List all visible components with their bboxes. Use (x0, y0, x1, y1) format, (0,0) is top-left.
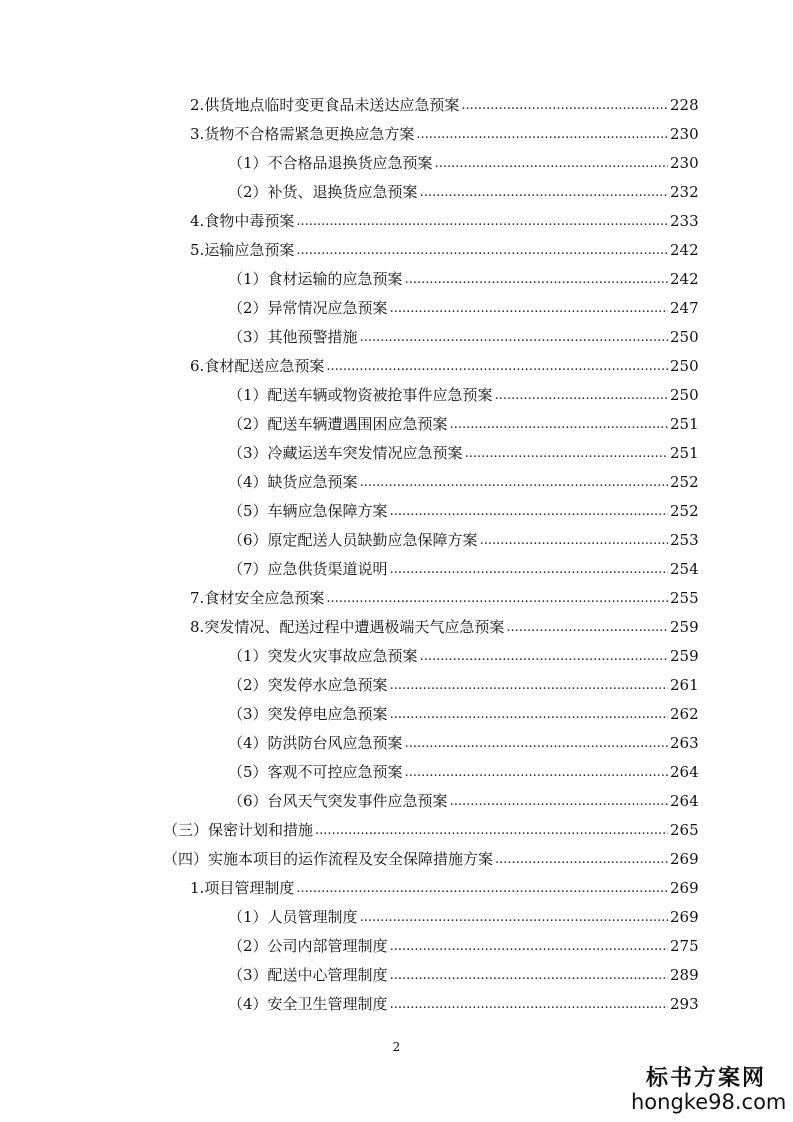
toc-entry-title: 防洪防台风应急预案 (267, 734, 403, 752)
toc-entry-title: 配送中心管理制度 (267, 966, 388, 984)
toc-entry-title: 运输应急预案 (204, 241, 295, 259)
toc-entry-title: 公司内部管理制度 (267, 937, 388, 955)
toc-entry[interactable] (190, 206, 698, 235)
toc-entry-title: 补货、退换货应急预案 (267, 183, 418, 201)
toc-entry[interactable] (190, 235, 698, 264)
toc-dot-leader (405, 736, 668, 751)
toc-entry-title: 异常情况应急预案 (267, 299, 388, 317)
toc-entry-page: 264 (670, 762, 699, 781)
toc-entry[interactable] (228, 148, 698, 177)
toc-entry[interactable] (228, 931, 698, 960)
toc-entry-number: 4. (190, 211, 205, 230)
toc-entry-number: （3） (228, 328, 268, 346)
toc-dot-leader (435, 156, 668, 171)
toc-entry-page: 259 (670, 617, 699, 636)
toc-entry-page: 263 (670, 733, 699, 752)
toc-entry-number: （三） (163, 821, 209, 839)
toc-entry-page: 251 (670, 443, 699, 462)
toc-entry-page: 232 (670, 182, 699, 201)
toc-entry[interactable] (228, 467, 698, 496)
toc-entry-page: 254 (670, 559, 699, 578)
toc-dot-leader (390, 997, 668, 1012)
toc-entry-page: 242 (670, 240, 699, 259)
toc-entry-number: 3. (190, 124, 205, 143)
toc-entry[interactable] (228, 322, 698, 351)
toc-entry-page: 250 (670, 327, 699, 346)
toc-entry-page: 228 (670, 95, 699, 114)
watermark-url: hongke98.com (631, 1090, 787, 1114)
toc-entry-title: 食材安全应急预案 (204, 589, 325, 607)
toc-entry[interactable] (228, 525, 698, 554)
toc-dot-leader (390, 968, 668, 983)
toc-dot-leader (465, 446, 668, 461)
toc-entry[interactable] (228, 409, 698, 438)
toc-dot-leader (461, 98, 668, 113)
toc-entry[interactable] (228, 380, 698, 409)
toc-entry-page: 269 (670, 849, 699, 868)
toc-entry-number: （3） (228, 444, 268, 462)
toc-entry-title: 货物不合格需紧急更换应急方案 (204, 125, 415, 143)
toc-dot-leader (326, 359, 668, 374)
toc-entry-page: 230 (670, 124, 699, 143)
toc-dot-leader (296, 214, 668, 229)
toc-entry-page: 252 (670, 501, 699, 520)
toc-entry[interactable] (190, 873, 698, 902)
toc-dot-leader (390, 939, 668, 954)
toc-entry-number: （2） (228, 676, 268, 694)
toc-entry[interactable] (228, 786, 698, 815)
toc-entry[interactable] (228, 438, 698, 467)
toc-entry-number: （5） (228, 502, 268, 520)
toc-entry-page: 247 (670, 298, 699, 317)
toc-entry-number: （1） (228, 154, 268, 172)
toc-entry-title: 保密计划和措施 (208, 821, 314, 839)
toc-entry-title: 原定配送人员缺勤应急保障方案 (267, 531, 478, 549)
toc-dot-leader (450, 794, 668, 809)
toc-entry-number: （6） (228, 792, 268, 810)
toc-entry-page: 250 (670, 356, 699, 375)
toc-entry[interactable] (228, 264, 698, 293)
toc-dot-leader (416, 127, 668, 142)
toc-entry-title: 食材运输的应急预案 (267, 270, 403, 288)
toc-dot-leader (480, 533, 668, 548)
toc-entry[interactable] (228, 496, 698, 525)
toc-entry-title: 项目管理制度 (204, 879, 295, 897)
toc-entry-number: 2. (190, 95, 205, 114)
toc-entry-page: 261 (670, 675, 699, 694)
toc-entry-number: （3） (228, 705, 268, 723)
toc-entry[interactable] (228, 641, 698, 670)
toc-entry-title: 缺货应急预案 (267, 473, 358, 491)
toc-entry-page: 252 (670, 472, 699, 491)
toc-entry-number: 7. (190, 588, 205, 607)
toc-dot-leader (405, 272, 668, 287)
toc-entry-page: 265 (670, 820, 699, 839)
toc-entry-number: 6. (190, 356, 205, 375)
toc-dot-leader (390, 301, 668, 316)
toc-entry-title: 台风天气突发事件应急预案 (267, 792, 448, 810)
toc-entry-title: 车辆应急保障方案 (267, 502, 388, 520)
toc-entry-number: （4） (228, 995, 268, 1013)
toc-dot-leader (420, 185, 668, 200)
toc-entry-page: 255 (670, 588, 699, 607)
toc-entry-number: （4） (228, 734, 268, 752)
toc-entry[interactable] (190, 119, 698, 148)
toc-dot-leader (360, 910, 668, 925)
toc-entry-number: （1） (228, 647, 268, 665)
watermark-name: 标书方案网 (645, 1065, 766, 1091)
toc-entry-number: （3） (228, 966, 268, 984)
toc-entry-page: 259 (670, 646, 699, 665)
toc-entry-title: 突发停电应急预案 (267, 705, 388, 723)
toc-entry-page: 264 (670, 791, 699, 810)
toc-entry[interactable] (190, 351, 698, 380)
toc-entry-number: （7） (228, 560, 268, 578)
toc-entry[interactable] (228, 902, 698, 931)
toc-entry[interactable] (190, 583, 698, 612)
toc-entry-number: （4） (228, 473, 268, 491)
toc-entry[interactable] (228, 293, 698, 322)
toc-entry[interactable] (228, 989, 698, 1018)
toc-dot-leader (390, 678, 668, 693)
toc-entry-title: 突发火灾事故应急预案 (267, 647, 418, 665)
toc-dot-leader (420, 649, 668, 664)
toc-entry-page: 275 (670, 936, 699, 955)
toc-dot-leader (390, 562, 668, 577)
toc-entry-page: 250 (670, 385, 699, 404)
toc-entry-page: 289 (670, 965, 699, 984)
toc-entry[interactable] (228, 757, 698, 786)
toc-entry-title: 应急供货渠道说明 (267, 560, 388, 578)
toc-dot-leader (390, 707, 668, 722)
toc-entry-page: 253 (670, 530, 699, 549)
toc-entry-page: 233 (670, 211, 699, 230)
toc-entry-page: 262 (670, 704, 699, 723)
toc-entry-page: 230 (670, 153, 699, 172)
toc-dot-leader (495, 388, 668, 403)
toc-entry-title: 客观不可控应急预案 (267, 763, 403, 781)
toc-dot-leader (450, 417, 668, 432)
toc-dot-leader (506, 620, 668, 635)
toc-entry-title: 配送车辆遭遇围困应急预案 (267, 415, 448, 433)
toc-entry[interactable] (228, 699, 698, 728)
toc-entry-title: 实施本项目的运作流程及安全保障措施方案 (208, 850, 494, 868)
toc-dot-leader (326, 591, 668, 606)
toc-entry-title: 人员管理制度 (267, 908, 358, 926)
toc-entry-number: 1. (190, 878, 205, 897)
toc-dot-leader (315, 823, 668, 838)
toc-entry-title: 供货地点临时变更食品未送达应急预案 (204, 96, 460, 114)
toc-entry[interactable] (190, 612, 698, 641)
toc-entry-title: 冷藏运送车突发情况应急预案 (267, 444, 463, 462)
toc-entry-page: 269 (670, 907, 699, 926)
toc-entry-number: （6） (228, 531, 268, 549)
toc-entry-number: （2） (228, 937, 268, 955)
toc-entry[interactable] (228, 177, 698, 206)
toc-entry-page: 242 (670, 269, 699, 288)
toc-entry-page: 293 (670, 994, 699, 1013)
toc-entry-title: 配送车辆或物资被抢事件应急预案 (267, 386, 493, 404)
toc-entry-title: 食物中毒预案 (204, 212, 295, 230)
toc-entry[interactable] (190, 90, 698, 119)
toc-entry-title: 食材配送应急预案 (204, 357, 325, 375)
toc-entry[interactable] (228, 554, 698, 583)
toc-dot-leader (495, 852, 668, 867)
page-number: 2 (392, 1040, 401, 1054)
toc-entry-number: 5. (190, 240, 205, 259)
toc-entry-number: （1） (228, 386, 268, 404)
toc-dot-leader (296, 243, 668, 258)
toc-dot-leader (360, 330, 668, 345)
toc-entry-number: （5） (228, 763, 268, 781)
toc-entry[interactable] (228, 960, 698, 989)
toc-dot-leader (296, 881, 668, 896)
toc-entry[interactable] (228, 670, 698, 699)
toc-entry-title: 安全卫生管理制度 (267, 995, 388, 1013)
toc-entry-number: （2） (228, 183, 268, 201)
toc-entry-number: （2） (228, 415, 268, 433)
toc-dot-leader (405, 765, 668, 780)
toc-entry-number: （四） (163, 850, 209, 868)
toc-dot-leader (360, 475, 668, 490)
toc-entry[interactable] (163, 815, 698, 844)
toc-entry[interactable] (163, 844, 698, 873)
toc-entry[interactable] (228, 728, 698, 757)
toc-entry-number: （1） (228, 908, 268, 926)
toc-entry-number: （2） (228, 299, 268, 317)
toc-entry-page: 269 (670, 878, 699, 897)
toc-entry-title: 突发情况、配送过程中遭遇极端天气应急预案 (204, 618, 505, 636)
watermark-logo (631, 1061, 787, 1114)
toc-entry-title: 不合格品退换货应急预案 (267, 154, 433, 172)
toc-entry-title: 突发停水应急预案 (267, 676, 388, 694)
toc-entry-number: 8. (190, 617, 205, 636)
toc-entry-number: （1） (228, 270, 268, 288)
toc-dot-leader (390, 504, 668, 519)
toc-entry-page: 251 (670, 414, 699, 433)
toc-entry-title: 其他预警措施 (267, 328, 358, 346)
